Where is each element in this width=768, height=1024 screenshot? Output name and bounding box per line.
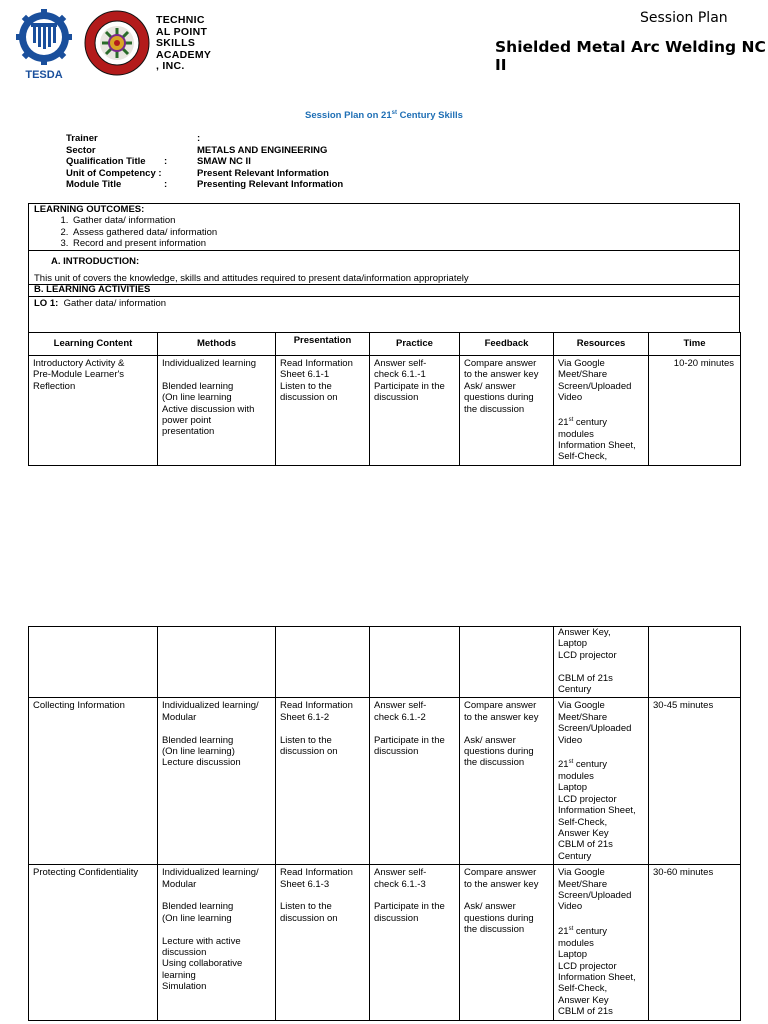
cell-line: Compare answer: [464, 867, 537, 879]
cell-line: modules: [558, 428, 594, 440]
cell-line: discussion: [374, 392, 419, 404]
meta-label: Trainer: [66, 133, 98, 144]
cell-resources: [554, 865, 649, 1021]
cell-line: the discussion: [464, 403, 525, 415]
cell-presentation: [276, 627, 370, 698]
cell-line: Answer self-: [374, 358, 427, 369]
cell-line: to the answer key: [464, 878, 539, 890]
cell-feedback: [460, 865, 554, 1021]
meta-label: Unit of Competency :: [66, 167, 162, 179]
cell-line: Screen/Uploaded: [558, 723, 632, 735]
introduction-text: This unit of covers the knowledge, skills and attitudes required to present data/information appropriately: [34, 273, 469, 284]
cell-line: questions during: [464, 392, 534, 404]
tesda-logo: [14, 8, 74, 80]
cell-line: Sheet 6.1-3: [280, 878, 330, 890]
cell-line: LCD projector: [558, 960, 617, 972]
meta-label-text: Unit of Competency: [66, 167, 156, 179]
cell-line: questions during: [464, 912, 534, 924]
cell-line: Self-Check,: [558, 816, 608, 828]
cell-time: [649, 627, 741, 698]
cell-line: discussion on: [280, 392, 338, 404]
cell-line: Laptop: [558, 949, 588, 961]
table-row: [29, 627, 741, 698]
cell-line: [464, 890, 549, 901]
cell-line: [162, 924, 271, 935]
cell-line: Blended learning: [162, 734, 234, 746]
lo-line: [34, 298, 166, 309]
cell-line: discussion: [374, 912, 419, 924]
learning-activities-heading: B. LEARNING ACTIVITIES: [34, 284, 151, 295]
activities-table-page2: [28, 626, 741, 1021]
cell-line: Meet/Share: [558, 369, 608, 381]
cell-line: [162, 369, 271, 380]
header-methods: Methods: [158, 333, 276, 356]
academy-seal-logo: [84, 10, 150, 76]
cell-methods: [158, 865, 276, 1021]
cell-line: modules: [558, 937, 594, 949]
cell-line: discussion on: [280, 746, 338, 758]
cell-line: Self-Check,: [558, 983, 608, 995]
cell-line: Protecting Confidentiality: [33, 867, 139, 879]
cell-line: to the answer key: [464, 711, 539, 723]
cell-time: 30-60 minutes: [649, 865, 741, 1021]
cell-line: Video: [558, 734, 583, 746]
cell-line: Answer Key: [558, 828, 609, 840]
cell-line: Listen to the: [280, 901, 332, 913]
cell-line: Laptop: [558, 782, 588, 794]
learning-outcomes-section: [34, 204, 217, 250]
activities-table-page1: [28, 332, 741, 466]
cell-line: check 6.1.-3: [374, 878, 426, 890]
cell-line: Self-Check,: [558, 451, 608, 463]
lo-text: Gather data/ information: [63, 298, 167, 309]
cell-presentation: [276, 698, 370, 865]
cell-line: Participate in the: [374, 901, 445, 913]
table-row: [29, 356, 741, 466]
cell-practice: [370, 627, 460, 698]
cell-line: [162, 890, 271, 901]
cell-line: Modular: [162, 711, 197, 723]
cell-line: (On line learning: [162, 392, 232, 404]
cell-line: Introductory Activity &: [33, 358, 125, 369]
cell-line: Active discussion with: [162, 403, 255, 415]
cell-line: [558, 746, 644, 757]
cell-line: 21st century: [558, 759, 608, 771]
cell-line: Compare answer: [464, 358, 537, 369]
cell-line: (On line learning: [162, 912, 232, 924]
cell-content: [29, 865, 158, 1021]
cell-line: to the answer key: [464, 369, 539, 381]
cell-line: Answer Key: [558, 994, 609, 1006]
cell-line: Via Google: [558, 358, 605, 369]
divider: [29, 296, 740, 297]
cell-line: LCD projector: [558, 649, 617, 661]
cell-line: Modular: [162, 878, 197, 890]
header-practice: Practice: [370, 333, 460, 356]
cell-line: check 6.1.-1: [374, 369, 426, 381]
cell-line: Individualized learning/: [162, 700, 259, 712]
cell-line: Video: [558, 392, 583, 404]
cell-presentation: [276, 865, 370, 1021]
cell-line: Lecture with active: [162, 935, 241, 947]
meta-value: Present Relevant Information: [197, 167, 329, 179]
header-feedback: Feedback: [460, 333, 554, 356]
cell-line: Answer self-: [374, 700, 427, 712]
cell-line: Compare answer: [464, 700, 537, 712]
cell-line: Reflection: [33, 380, 76, 392]
cell-line: Listen to the: [280, 734, 332, 746]
table-header-row: [29, 333, 741, 356]
cell-line: Answer self-: [374, 867, 427, 879]
cell-line: [280, 723, 365, 734]
cell-line: the discussion: [464, 757, 525, 769]
cell-content: [29, 356, 158, 466]
cell-line: CBLM of 21s: [558, 839, 613, 851]
cell-line: Participate in the: [374, 380, 445, 392]
cell-line: Century: [558, 684, 592, 696]
org-line: AL POINT: [156, 25, 208, 38]
cell-resources: [554, 627, 649, 698]
cell-feedback: [460, 356, 554, 466]
cell-practice: [370, 865, 460, 1021]
outcome-item: 2. Assess gathered data/ information: [71, 227, 217, 238]
meta-label: Module Title: [66, 179, 122, 191]
cell-line: Blended learning: [162, 901, 234, 913]
cell-content: [29, 627, 158, 698]
cell-line: Meet/Share: [558, 711, 608, 723]
cell-line: learning: [162, 969, 196, 981]
cell-line: (On line learning): [162, 746, 235, 758]
cell-line: [280, 890, 365, 901]
cell-resources: [554, 356, 649, 466]
cell-time: 30-45 minutes: [649, 698, 741, 865]
cell-line: presentation: [162, 426, 215, 438]
outcome-item: 3. Record and present information: [71, 238, 217, 249]
cell-line: 21st century: [558, 417, 608, 429]
cell-feedback: [460, 698, 554, 865]
cell-line: [162, 723, 271, 734]
cell-line: CBLM of 21s: [558, 1006, 613, 1018]
cell-practice: [370, 356, 460, 466]
cell-line: Sheet 6.1-2: [280, 711, 330, 723]
cell-line: Ask/ answer: [464, 901, 516, 913]
cell-practice: [370, 698, 460, 865]
cell-line: Using collaborative: [162, 958, 243, 970]
cell-line: discussion: [162, 947, 207, 959]
cell-line: Read Information: [280, 700, 353, 712]
cell-line: Answer Key,: [558, 627, 611, 638]
table-row: [29, 698, 741, 865]
meta-colon: :: [164, 156, 168, 168]
cell-line: Information Sheet,: [558, 439, 636, 451]
cell-line: Sheet 6.1-1: [280, 369, 330, 381]
header-resources: Resources: [554, 333, 649, 356]
meta-colon: :: [197, 133, 201, 144]
divider: [29, 250, 740, 251]
meta-value: METALS AND ENGINEERING: [197, 144, 328, 156]
org-line: SKILLS: [156, 37, 196, 49]
cell-line: [464, 723, 549, 734]
cell-line: Century: [558, 850, 592, 862]
meta-label: Sector: [66, 144, 96, 156]
cell-line: Individualized learning: [162, 358, 257, 369]
session-heading: [0, 110, 768, 121]
cell-line: Screen/Uploaded: [558, 890, 632, 902]
organization-name: [156, 15, 211, 73]
cell-line: Laptop: [558, 638, 588, 650]
meta-value: Presenting Relevant Information: [197, 179, 344, 191]
cell-line: Individualized learning/: [162, 867, 259, 879]
cell-line: modules: [558, 771, 594, 782]
document-type: Session Plan: [640, 10, 728, 26]
cell-line: [558, 913, 644, 924]
cell-resources: [554, 698, 649, 865]
cell-line: Information Sheet,: [558, 805, 636, 817]
cell-line: Listen to the: [280, 380, 332, 392]
cell-line: CBLM of 21s: [558, 672, 613, 684]
cell-line: Meet/Share: [558, 878, 608, 890]
cell-line: Simulation: [162, 981, 207, 993]
introduction-heading: A. INTRODUCTION:: [51, 256, 140, 267]
cell-line: power point: [162, 415, 212, 427]
org-line: ACADEMY: [156, 48, 212, 61]
cell-line: Blended learning: [162, 380, 234, 392]
outcome-item: 1. Gather data/ information: [71, 215, 217, 226]
meta-label: Qualification Title: [66, 156, 146, 168]
cell-line: Via Google: [558, 867, 605, 879]
cell-methods: [158, 698, 276, 865]
tesda-wordmark: TESDA: [25, 69, 63, 80]
cell-line: Ask/ answer: [464, 380, 516, 392]
cell-line: Video: [558, 901, 583, 913]
cell-line: Screen/Uploaded: [558, 380, 632, 392]
cell-line: LCD projector: [558, 793, 617, 805]
cell-line: [558, 661, 644, 672]
cell-line: [374, 890, 455, 901]
session-heading-sup: st: [391, 110, 397, 116]
cell-line: discussion: [374, 746, 419, 758]
lo-label: LO 1:: [34, 298, 59, 309]
header-presentation: Presentation: [276, 333, 370, 356]
cell-line: the discussion: [464, 924, 525, 936]
meta-value: SMAW NC II: [197, 156, 251, 168]
cell-line: Ask/ answer: [464, 734, 516, 746]
org-line: TECHNIC: [156, 14, 205, 26]
cell-line: questions during: [464, 746, 534, 758]
org-line: , INC.: [156, 60, 185, 72]
session-heading-suffix: Century Skills: [396, 110, 463, 122]
cell-line: Pre-Module Learner's: [33, 369, 125, 381]
cell-line: Participate in the: [374, 734, 445, 746]
cell-line: [374, 723, 455, 734]
cell-line: Lecture discussion: [162, 757, 241, 769]
cell-line: Information Sheet,: [558, 972, 636, 984]
cell-time: 10-20 minutes: [649, 356, 741, 466]
meta-colon: :: [164, 179, 168, 191]
header-learning-content: Learning Content: [29, 333, 158, 356]
cell-feedback: [460, 627, 554, 698]
cell-line: Via Google: [558, 700, 605, 712]
cell-line: 21st century: [558, 926, 608, 938]
cell-methods: [158, 356, 276, 466]
header-time: Time: [649, 333, 741, 356]
session-heading-prefix: Session Plan on 21: [305, 110, 392, 122]
table-row: [29, 865, 741, 1021]
cell-line: Collecting Information: [33, 700, 125, 712]
cell-line: check 6.1.-2: [374, 711, 426, 723]
cell-methods: [158, 627, 276, 698]
cell-content: [29, 698, 158, 865]
cell-line: Read Information: [280, 867, 353, 879]
learning-outcomes-heading: LEARNING OUTCOMES:: [34, 204, 145, 215]
document-title: Shielded Metal Arc Welding NC II: [495, 38, 766, 74]
cell-line: discussion on: [280, 912, 338, 924]
cell-line: Read Information: [280, 358, 353, 369]
cell-presentation: [276, 356, 370, 466]
cell-line: [558, 404, 644, 415]
